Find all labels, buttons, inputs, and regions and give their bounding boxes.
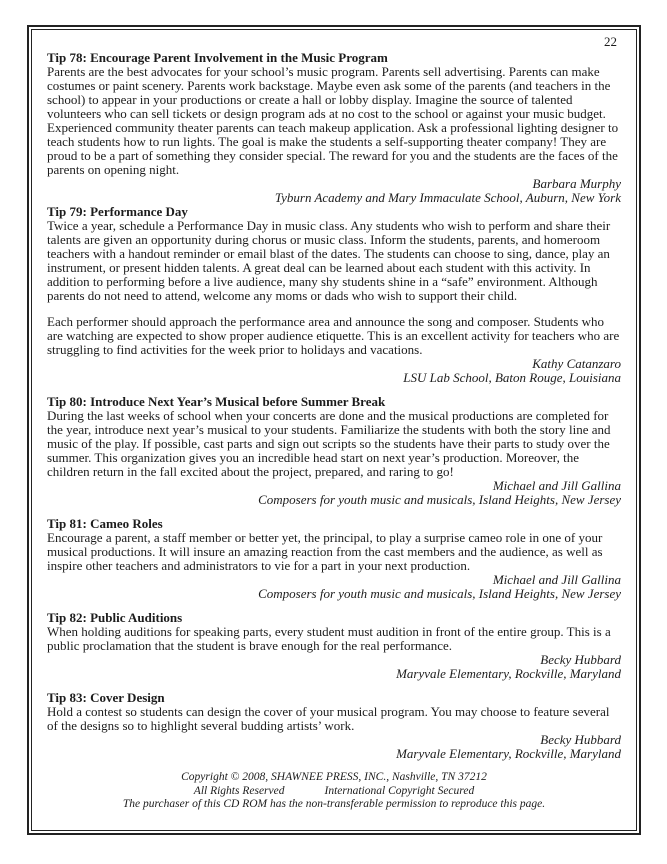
tip-title: Tip 83: Cover Design <box>47 690 165 705</box>
tip-section-82 <box>47 611 621 681</box>
tip-title: Tip 79: Performance Day <box>47 204 188 219</box>
attribution-affiliation: Composers for youth music and musicals, Island Heights, New Jersey <box>258 586 621 601</box>
tip-section-78 <box>47 51 621 205</box>
tip-title: Tip 80: Introduce Next Year’s Musical before Summer Break <box>47 394 386 409</box>
attribution-name: Becky Hubbard <box>540 732 621 747</box>
tip-section-81 <box>47 517 621 601</box>
attribution-name: Michael and Jill Gallina <box>492 572 621 587</box>
attribution-name: Becky Hubbard <box>540 652 621 667</box>
tip-section-83 <box>47 691 621 761</box>
attribution-affiliation: Composers for youth music and musicals, Island Heights, New Jersey <box>258 492 621 507</box>
tip-paragraph: Twice a year, schedule a Performance Day in music class. Any students who wish to perform and share their talents are given an opportunity during chorus or music class. Inform the students, parents, and homeroom teachers with a handout reminder or email blast of the dates. The students can choose to sing, dance, play an instrument, or present hidden talents. A great deal can be learned about each student with this activity. In addition to performing before a live audience, many shy students shine in a “safe” environment. Although parents do not need to attend, welcome any moms or dads who wish to support their child. <box>47 218 611 303</box>
footer-permission-line: The purchaser of this CD ROM has the non-transferable permission to reproduce this page. <box>122 798 546 810</box>
tip-paragraph: Each performer should approach the performance area and announce the song and composer. Students who are watching are expected to show proper audience etiquette. This is an excellent activity for teachers who are struggling to find activities for the week prior to holidays and vacations. <box>47 314 620 357</box>
attribution-name: Kathy Catanzaro <box>532 356 621 371</box>
tip-title: Tip 82: Public Auditions <box>47 610 183 625</box>
copyright-footer <box>47 771 621 812</box>
footer-copyright-line: Copyright © 2008, SHAWNEE PRESS, INC., Nashville, TN 37212 <box>181 771 487 783</box>
attribution-affiliation: Maryvale Elementary, Rockville, Maryland <box>396 666 621 681</box>
attribution-name: Barbara Murphy <box>532 176 621 191</box>
tip-paragraph: During the last weeks of school when your concerts are done and the musical productions are completed for the year, introduce next year’s musical to your students. Familiarize the students with both the story line and music of the play. If possible, cast parts and sign out scripts so the students have their parts to study over the summer. This organization gives you an incredible head start on next year’s production. Moreover, the children return in the fall excited about the project, prepared, and raring to go! <box>47 408 611 479</box>
tip-paragraph: Encourage a parent, a staff member or better yet, the principal, to play a surprise cameo role in one of your musical productions. It will insure an amazing reaction from the cast members and the audience, as well as inspire other teachers and administrators to vie for a part in your next production. <box>47 530 603 573</box>
tip-paragraph: Parents are the best advocates for your school’s music program. Parents sell advertising. Parents can make costumes or paint scenery. Parents work backstage. Maybe even ask some of the parents (and teachers in the school) to appear in your productions or create a hall or lobby display. Imagine the source of talented volunteers who can sell tickets or design program ads at no cost to the school or against your music budget. Experienced community theater parents can teach makeup application. Ask a professional lighting designer to teach students how to run lights. The goal is make the students a self-supporting theater company! They are proud to be a part of something they consider special. The reward for you and the students are the faces of the parents on opening night. <box>47 64 619 177</box>
attribution-affiliation: Tyburn Academy and Mary Immaculate School, Auburn, New York <box>274 190 621 205</box>
tip-paragraph: When holding auditions for speaking parts, every student must audition in front of the entire group. This is a public proclamation that the student is brave enough for the real performance. <box>47 624 611 653</box>
tip-section-80 <box>47 395 621 507</box>
tip-paragraph: Hold a contest so students can design the cover of your musical program. You may choose to feature several of the designs so to highlight several budding artists’ work. <box>47 704 610 733</box>
page-border-frame <box>27 25 641 835</box>
tip-title: Tip 78: Encourage Parent Involvement in the Music Program <box>47 50 388 65</box>
footer-copyright-secured: International Copyright Secured <box>324 784 475 797</box>
attribution-name: Michael and Jill Gallina <box>492 478 621 493</box>
tip-section-79 <box>47 205 621 385</box>
footer-rights-line <box>47 785 621 799</box>
attribution-affiliation: LSU Lab School, Baton Rouge, Louisiana <box>403 370 621 385</box>
tip-title: Tip 81: Cameo Roles <box>47 516 163 531</box>
page-content-area <box>31 29 637 831</box>
footer-rights-reserved: All Rights Reserved <box>193 784 285 797</box>
attribution-affiliation: Maryvale Elementary, Rockville, Maryland <box>396 746 621 761</box>
page-number: 22 <box>604 34 617 49</box>
